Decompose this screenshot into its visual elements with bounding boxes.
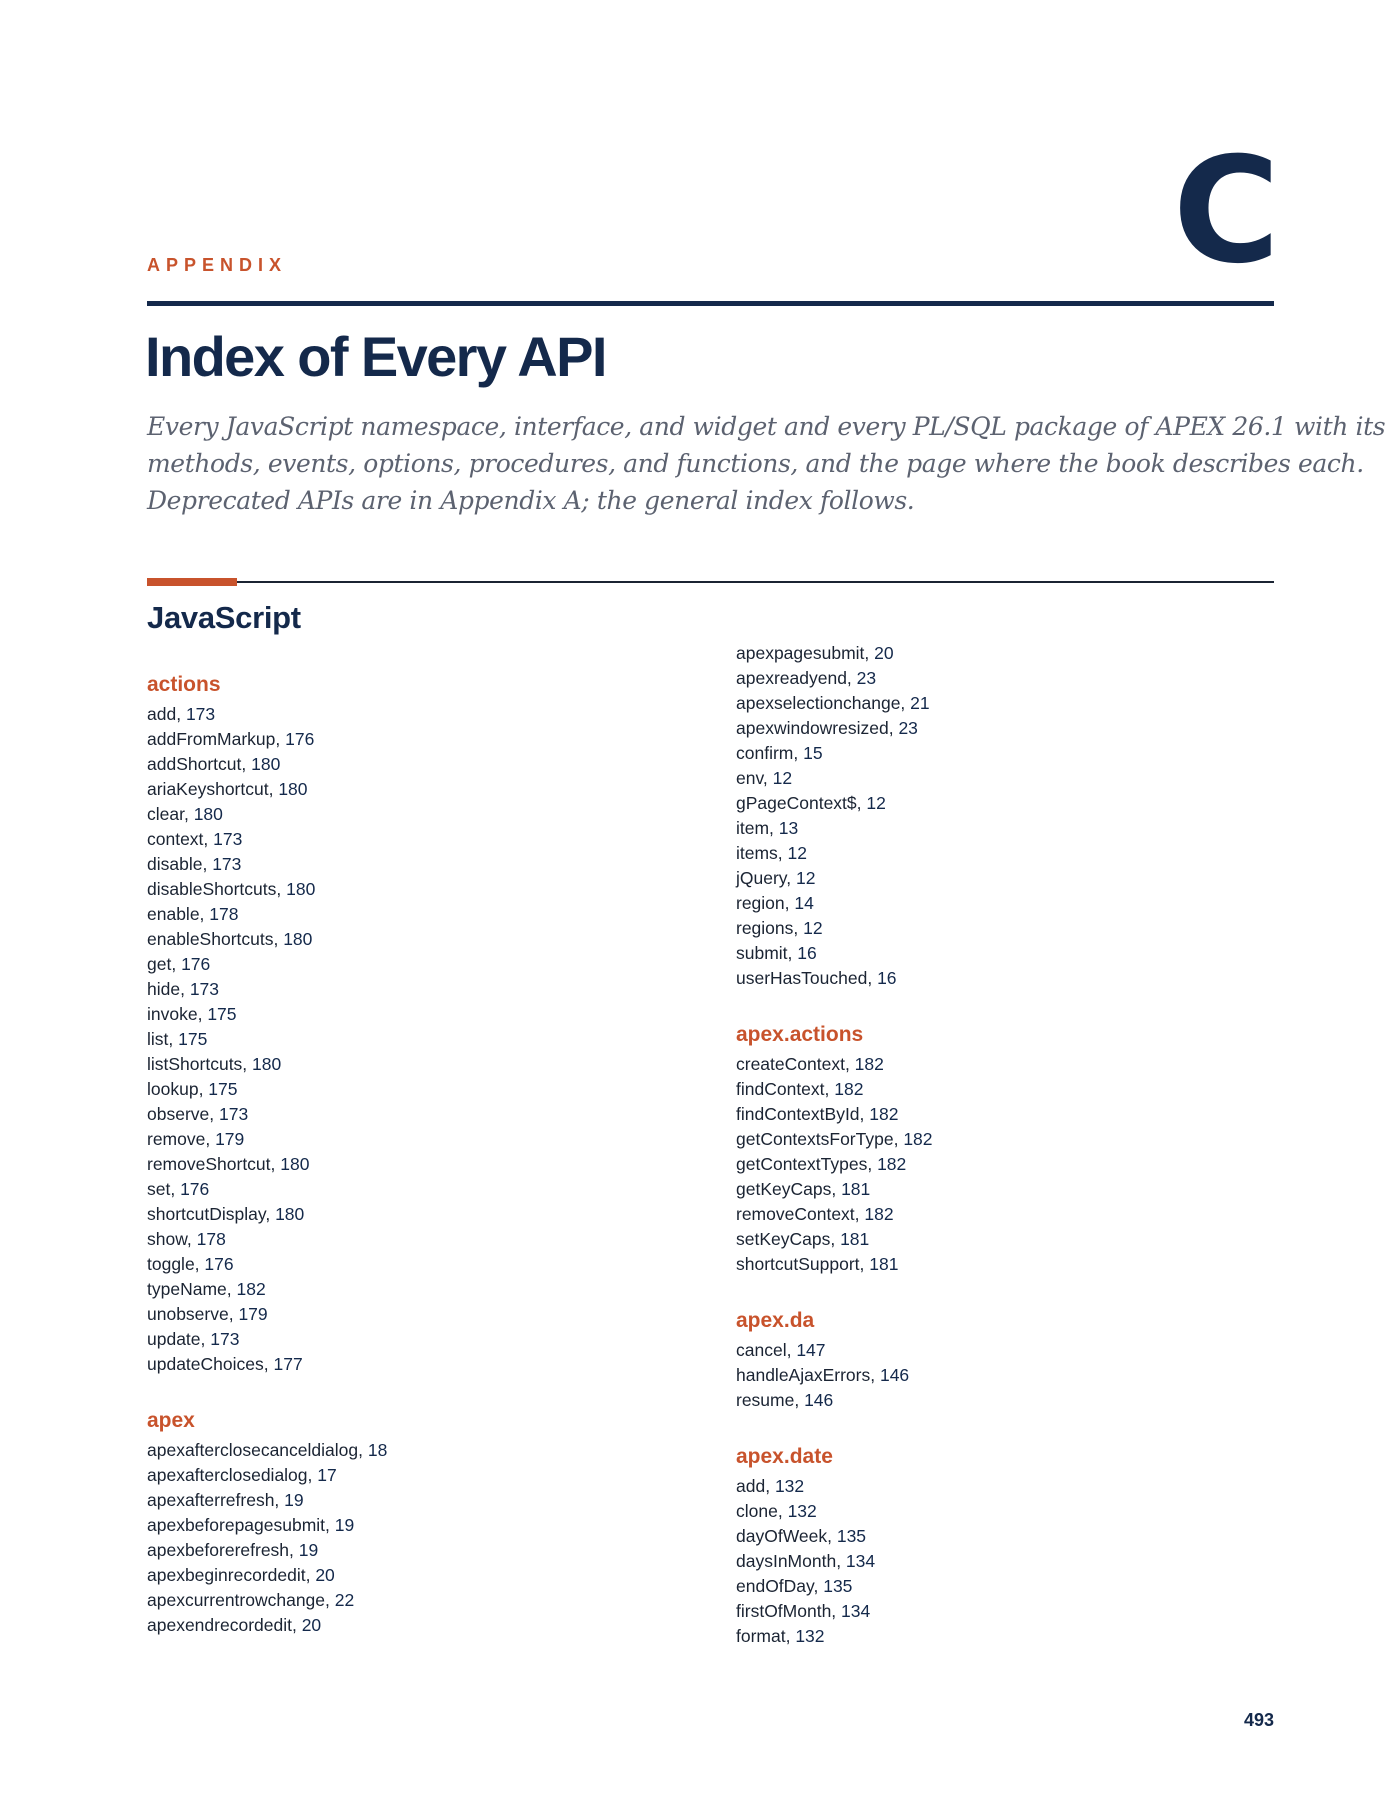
entry-name: ariaKeyshortcut, <box>147 779 279 799</box>
index-entry <box>147 952 707 977</box>
index-entry <box>147 1252 707 1277</box>
index-entry <box>736 1127 1296 1152</box>
index-entry <box>147 1613 707 1638</box>
group-spacer <box>736 991 1296 1018</box>
entry-list <box>736 641 1296 991</box>
entry-page: 135 <box>823 1576 853 1596</box>
index-entry <box>147 702 707 727</box>
index-entry <box>736 1202 1296 1227</box>
entry-page: 135 <box>836 1526 867 1546</box>
entry-page: 177 <box>273 1354 303 1374</box>
index-entry <box>147 727 707 752</box>
entry-name: item, <box>736 818 779 838</box>
entry-name: removeShortcut, <box>147 1154 281 1174</box>
index-entry <box>736 1499 1296 1524</box>
entry-page: 179 <box>238 1304 268 1324</box>
entry-name: clear, <box>147 804 194 824</box>
index-entry <box>736 766 1296 791</box>
entry-name: jQuery, <box>736 868 796 888</box>
entry-name: disableShortcuts, <box>147 879 287 899</box>
index-entry <box>147 1127 707 1152</box>
entry-name: getContextsForType, <box>736 1129 904 1149</box>
group-spacer <box>736 1277 1296 1304</box>
entry-page: 16 <box>797 943 817 963</box>
index-group <box>736 1018 1296 1277</box>
entry-list <box>736 1338 1296 1413</box>
entry-page: 17 <box>317 1465 337 1485</box>
entry-name: enable, <box>147 904 210 924</box>
index-entry <box>147 1077 707 1102</box>
entry-page: 132 <box>795 1626 825 1646</box>
entry-name: apexafterrefresh, <box>147 1490 285 1510</box>
entry-name: toggle, <box>147 1254 205 1274</box>
index-column-right <box>736 641 1296 1649</box>
header-rule <box>147 301 1274 306</box>
group-title: apex.actions <box>736 1023 864 1046</box>
entry-page: 19 <box>334 1515 355 1535</box>
index-entry <box>147 1488 707 1513</box>
entry-page: 147 <box>796 1340 826 1360</box>
entry-page: 173 <box>213 829 243 849</box>
entry-name: endOfDay, <box>736 1576 824 1596</box>
lead-line: Deprecated APIs are in Appendix A; the general index follows. <box>147 486 915 515</box>
entry-page: 176 <box>180 1179 210 1199</box>
entry-page: 12 <box>866 793 886 813</box>
entry-name: cancel, <box>736 1340 797 1360</box>
entry-name: findContextById, <box>736 1104 870 1124</box>
entry-page: 173 <box>185 704 216 724</box>
entry-name: env, <box>736 768 773 788</box>
entry-page: 182 <box>236 1279 266 1299</box>
entry-name: hide, <box>147 979 190 999</box>
entry-page: 134 <box>845 1551 876 1571</box>
index-group <box>147 668 707 1377</box>
entry-page: 146 <box>879 1365 910 1385</box>
index-entry <box>147 752 707 777</box>
entry-page: 182 <box>877 1154 907 1174</box>
index-entry <box>736 1252 1296 1277</box>
entry-name: regions, <box>736 918 804 938</box>
entry-name: apexcurrentrowchange, <box>147 1590 335 1610</box>
group-title: apex.da <box>736 1309 815 1332</box>
entry-name: daysInMonth, <box>736 1551 846 1571</box>
index-entry <box>147 1152 707 1177</box>
entry-page: 12 <box>803 918 823 938</box>
section-accent-bar <box>147 578 237 586</box>
index-entry <box>736 741 1296 766</box>
entry-page: 181 <box>841 1179 871 1199</box>
page-title: Index of Every API <box>145 325 606 388</box>
entry-name: apexbeforerefresh, <box>147 1540 299 1560</box>
entry-name: shortcutDisplay, <box>147 1204 276 1224</box>
entry-page: 176 <box>204 1254 234 1274</box>
entry-name: updateChoices, <box>147 1354 274 1374</box>
entry-page: 20 <box>301 1615 322 1635</box>
section-divider <box>147 581 1274 583</box>
entry-page: 178 <box>196 1229 226 1249</box>
index-entry <box>147 1513 707 1538</box>
index-entry <box>736 1077 1296 1102</box>
entry-name: enableShortcuts, <box>147 929 284 949</box>
lead-line: Every JavaScript namespace, interface, and widget and every PL/SQL package of APEX 26.1 with its <box>147 412 1386 441</box>
entry-name: items, <box>736 843 788 863</box>
entry-name: lookup, <box>147 1079 209 1099</box>
entry-name: getContextTypes, <box>736 1154 878 1174</box>
entry-page: 180 <box>251 754 281 774</box>
entry-name: addShortcut, <box>147 754 252 774</box>
entry-page: 13 <box>778 818 799 838</box>
appendix-letter: C <box>1172 126 1274 296</box>
entry-page: 178 <box>209 904 239 924</box>
index-entry <box>736 1177 1296 1202</box>
entry-page: 146 <box>804 1390 834 1410</box>
entry-page: 181 <box>840 1229 870 1249</box>
entry-page: 12 <box>772 768 793 788</box>
entry-list <box>147 702 707 1377</box>
index-entry <box>736 1574 1296 1599</box>
entry-page: 16 <box>877 968 897 988</box>
index-entry <box>147 1202 707 1227</box>
entry-page: 182 <box>903 1129 933 1149</box>
entry-name: apexafterclosecanceldialog, <box>147 1440 368 1460</box>
index-entry <box>147 1177 707 1202</box>
entry-name: invoke, <box>147 1004 208 1024</box>
index-entry <box>147 1588 707 1613</box>
index-entry <box>147 1538 707 1563</box>
lead-line: methods, events, options, procedures, and functions, and the page where the book describes each. <box>147 449 1364 478</box>
entry-name: show, <box>147 1229 197 1249</box>
index-entry <box>736 1338 1296 1363</box>
entry-name: confirm, <box>736 743 804 763</box>
index-entry <box>147 977 707 1002</box>
index-entry <box>736 666 1296 691</box>
entry-page: 180 <box>278 779 308 799</box>
index-entry <box>736 641 1296 666</box>
group-title: actions <box>147 673 221 696</box>
entry-name: update, <box>147 1329 211 1349</box>
entry-page: 180 <box>275 1204 305 1224</box>
entry-list <box>147 1438 707 1638</box>
index-group <box>147 1404 707 1638</box>
entry-page: 173 <box>218 1104 249 1124</box>
entry-name: context, <box>147 829 214 849</box>
index-entry <box>736 716 1296 741</box>
entry-name: region, <box>736 893 795 913</box>
entry-page: 180 <box>193 804 223 824</box>
entry-page: 14 <box>794 893 814 913</box>
entry-name: shortcutSupport, <box>736 1254 870 1274</box>
index-entry <box>736 941 1296 966</box>
entry-page: 175 <box>208 1079 238 1099</box>
index-entry <box>147 1277 707 1302</box>
index-entry <box>147 827 707 852</box>
entry-name: gPageContext$, <box>736 793 867 813</box>
entry-page: 182 <box>854 1054 884 1074</box>
entry-page: 15 <box>803 743 823 763</box>
entry-name: get, <box>147 954 182 974</box>
entry-name: dayOfWeek, <box>736 1526 837 1546</box>
entry-name: disable, <box>147 854 213 874</box>
index-entry <box>147 852 707 877</box>
entry-name: listShortcuts, <box>147 1054 253 1074</box>
group-title: apex <box>147 1409 195 1432</box>
entry-name: getKeyCaps, <box>736 1179 842 1199</box>
index-entry <box>147 777 707 802</box>
entry-page: 175 <box>178 1029 208 1049</box>
entry-page: 134 <box>841 1601 871 1621</box>
index-entry <box>147 927 707 952</box>
entry-page: 180 <box>286 879 316 899</box>
entry-name: format, <box>736 1626 796 1646</box>
lead-paragraph <box>147 408 1386 519</box>
entry-name: addFromMarkup, <box>147 729 286 749</box>
index-entry <box>147 1463 707 1488</box>
entry-page: 179 <box>215 1129 245 1149</box>
index-entry <box>147 1563 707 1588</box>
index-entry <box>147 802 707 827</box>
entry-page: 176 <box>181 954 211 974</box>
entry-name: findContext, <box>736 1079 835 1099</box>
section-heading: JavaScript <box>147 600 301 635</box>
entry-page: 182 <box>864 1204 894 1224</box>
entry-name: userHasTouched, <box>736 968 878 988</box>
index-entry <box>736 1152 1296 1177</box>
index-entry <box>736 966 1296 991</box>
entry-page: 20 <box>874 643 894 663</box>
index-entry <box>736 1474 1296 1499</box>
index-entry <box>736 1102 1296 1127</box>
entry-page: 20 <box>315 1565 335 1585</box>
entry-name: apexbeginrecordedit, <box>147 1565 316 1585</box>
index-group <box>736 641 1296 991</box>
entry-name: handleAjaxErrors, <box>736 1365 880 1385</box>
index-entry <box>147 1027 707 1052</box>
entry-name: apexwindowresized, <box>736 718 899 738</box>
entry-name: resume, <box>736 1390 805 1410</box>
entry-name: remove, <box>147 1129 216 1149</box>
entry-name: submit, <box>736 943 798 963</box>
group-spacer <box>147 1377 707 1404</box>
entry-list <box>736 1052 1296 1277</box>
entry-page: 180 <box>283 929 313 949</box>
entry-page: 18 <box>367 1440 388 1460</box>
entry-page: 12 <box>787 843 808 863</box>
entry-page: 19 <box>284 1490 304 1510</box>
entry-name: apexbeforepagesubmit, <box>147 1515 335 1535</box>
entry-page: 180 <box>252 1054 282 1074</box>
entry-name: add, <box>736 1476 775 1496</box>
entry-page: 180 <box>280 1154 310 1174</box>
entry-page: 182 <box>869 1104 899 1124</box>
group-spacer <box>736 1413 1296 1440</box>
entry-page: 22 <box>334 1590 355 1610</box>
entry-name: firstOfMonth, <box>736 1601 842 1621</box>
index-entry <box>736 1549 1296 1574</box>
index-entry <box>147 1002 707 1027</box>
entry-name: setKeyCaps, <box>736 1229 841 1249</box>
index-entry <box>736 691 1296 716</box>
entry-name: list, <box>147 1029 179 1049</box>
index-entry <box>736 816 1296 841</box>
index-entry <box>736 1388 1296 1413</box>
index-entry <box>736 1052 1296 1077</box>
entry-page: 175 <box>207 1004 237 1024</box>
index-entry <box>147 1052 707 1077</box>
entry-name: createContext, <box>736 1054 855 1074</box>
entry-page: 132 <box>774 1476 805 1496</box>
entry-page: 132 <box>787 1501 817 1521</box>
entry-page: 173 <box>212 854 242 874</box>
entry-page: 173 <box>189 979 220 999</box>
index-entry <box>147 1102 707 1127</box>
entry-name: apexendrecordedit, <box>147 1615 302 1635</box>
entry-page: 23 <box>898 718 918 738</box>
index-entry <box>736 1524 1296 1549</box>
entry-page: 19 <box>298 1540 319 1560</box>
index-entry <box>736 1227 1296 1252</box>
index-entry <box>736 1599 1296 1624</box>
page-number: 493 <box>1243 1710 1274 1730</box>
entry-name: removeContext, <box>736 1204 865 1224</box>
index-entry <box>147 1302 707 1327</box>
group-title: apex.date <box>736 1445 833 1468</box>
index-entry <box>736 841 1296 866</box>
index-entry <box>147 1352 707 1377</box>
entry-name: clone, <box>736 1501 788 1521</box>
entry-name: set, <box>147 1179 181 1199</box>
entry-name: add, <box>147 704 186 724</box>
index-group <box>736 1440 1296 1649</box>
entry-list <box>736 1474 1296 1649</box>
entry-page: 176 <box>285 729 315 749</box>
index-entry <box>147 902 707 927</box>
entry-name: apexpagesubmit, <box>736 643 875 663</box>
entry-name: typeName, <box>147 1279 237 1299</box>
index-entry <box>736 866 1296 891</box>
index-entry <box>736 891 1296 916</box>
entry-page: 182 <box>834 1079 864 1099</box>
entry-name: apexafterclosedialog, <box>147 1465 318 1485</box>
entry-name: observe, <box>147 1104 219 1124</box>
index-column-left <box>147 668 707 1638</box>
index-entry <box>147 1327 707 1352</box>
index-entry <box>736 791 1296 816</box>
index-entry <box>736 1624 1296 1649</box>
entry-page: 21 <box>910 693 930 713</box>
index-entry <box>736 916 1296 941</box>
appendix-label: APPENDIX <box>147 255 288 275</box>
entry-name: unobserve, <box>147 1304 239 1324</box>
index-entry <box>147 877 707 902</box>
index-group <box>736 1304 1296 1413</box>
entry-page: 181 <box>869 1254 899 1274</box>
entry-name: apexselectionchange, <box>736 693 911 713</box>
entry-page: 12 <box>795 868 816 888</box>
entry-page: 173 <box>210 1329 240 1349</box>
entry-page: 23 <box>856 668 877 688</box>
index-entry <box>147 1227 707 1252</box>
index-entry <box>736 1363 1296 1388</box>
index-entry <box>147 1438 707 1463</box>
entry-name: apexreadyend, <box>736 668 857 688</box>
